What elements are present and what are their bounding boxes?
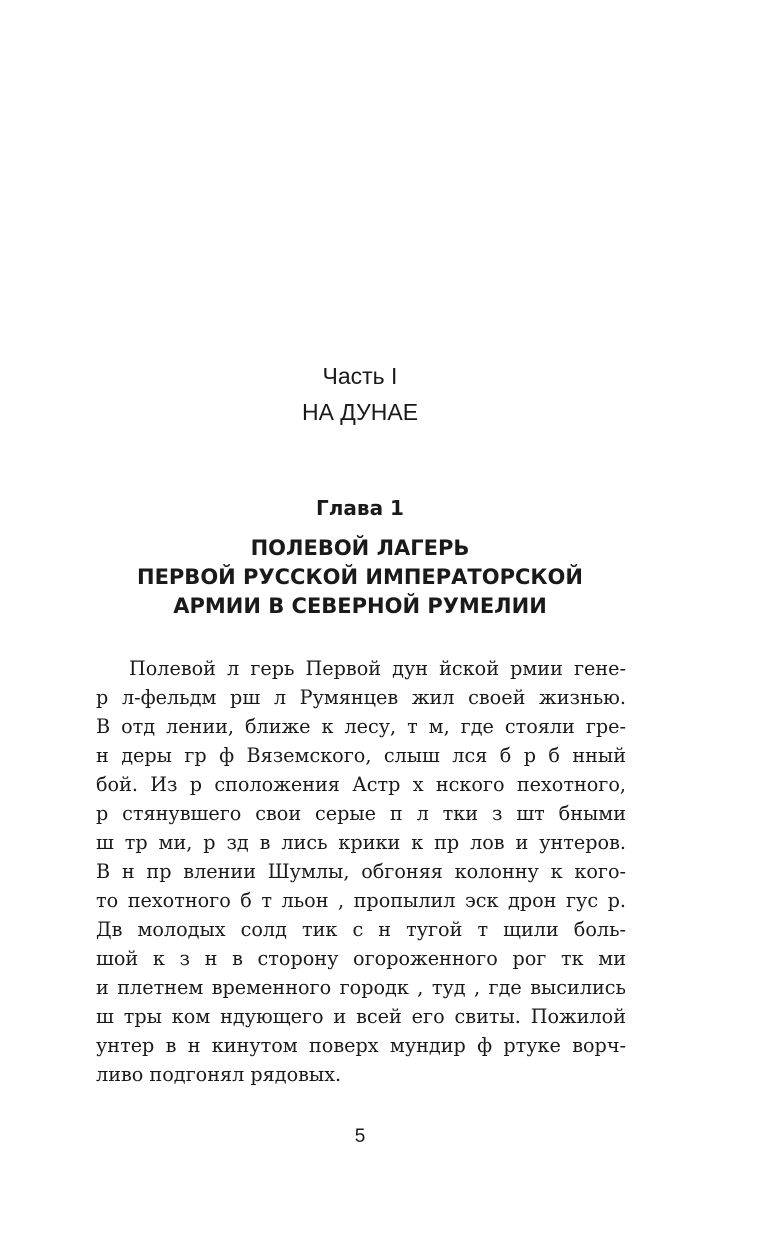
body-paragraph [96,654,626,1089]
text-line: ш тр ми, р зд в лись крики к пр лов и унтеров. [96,831,626,854]
text-line: ш тры ком ндующего и всей его свиты. Пожилой [96,1005,626,1028]
text-line: В н пр влении Шумлы, обгоняя колонну к кого- [96,860,626,883]
text-line: р л-фельдм рш л Румянцев жил своей жизнью. [96,686,626,709]
part-label: Часть I [322,363,398,389]
page-number: 5 [354,1126,366,1147]
chapter-title-line: ПЕРВОЙ РУССКОЙ ИМПЕРАТОРСКОЙ [137,565,583,589]
text-line: то пехотного б т льон , пропылил эск дрон гус р. [96,889,626,912]
text-line: ливо подгонял рядовых. [96,1063,342,1086]
text-line: шой к з н в сторону огороженного рог тк ми [96,947,626,970]
text-line: унтер в н кинутом поверх мундир ф ртуке ворч- [96,1034,626,1057]
text-line: Дв молодых солд тик с н тугой т щили боль- [96,918,626,941]
chapter-title-line: ПОЛЕВОЙ ЛАГЕРЬ [250,536,470,560]
chapter-label: Глава 1 [316,496,404,520]
text-line: В отд лении, ближе к лесу, т м, где стояли гре- [96,715,626,738]
text-line: Полевой л герь Первой дун йской рмии гене- [129,657,626,680]
text-line: р стянувшего свои серые п л тки з шт бными [96,802,626,825]
text-line: бой. Из р сположения Астр х нского пехотного, [96,773,626,796]
part-title: НА ДУНАЕ [301,399,419,425]
text-line: и плетнем временного городк , туд , где высились [96,976,626,999]
chapter-title [0,534,720,621]
chapter-title-line: АРМИИ В СЕВЕРНОЙ РУМЕЛИИ [173,594,547,618]
text-line: н деры гр ф Вяземского, слыш лся б р б нный [96,744,626,767]
